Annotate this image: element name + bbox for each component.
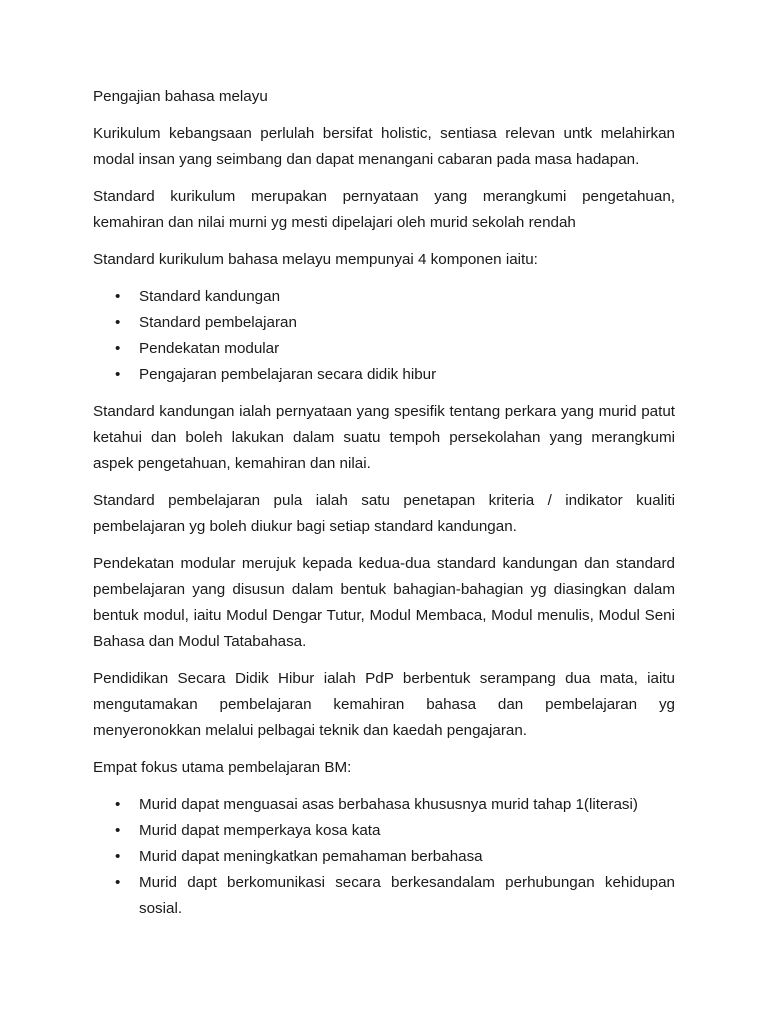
list-item	[93, 818, 675, 844]
document-page	[93, 84, 675, 933]
paragraph-standard-pembelajaran: Standard pembelajaran pula ialah satu penetapan kriteria / indikator kualiti pembelajaran yg boleh diukur bagi setiap standard kandungan.	[93, 492, 675, 535]
paragraph-fokus-intro: Empat fokus utama pembelajaran BM:	[93, 759, 352, 776]
bullet-icon: •	[115, 340, 121, 357]
list-item-text: Murid dapat meningkatkan pemahaman berbahasa	[139, 848, 483, 865]
list-item-text: Standard pembelajaran	[139, 314, 297, 331]
list-item	[93, 310, 675, 336]
bullet-icon: •	[115, 314, 121, 331]
fokus-list	[93, 792, 675, 922]
list-item	[93, 362, 675, 388]
list-item-text: Pengajaran pembelajaran secara didik hibur	[139, 366, 437, 383]
paragraph-komponen-intro: Standard kurikulum bahasa melayu mempunyai 4 komponen iaitu:	[93, 251, 538, 268]
list-item	[93, 336, 675, 362]
paragraph-standard-kurikulum: Standard kurikulum merupakan pernyataan yang merangkumi pengetahuan, kemahiran dan nilai murni yg mesti dipelajari oleh murid sekolah rendah	[93, 188, 675, 231]
paragraph-kurikulum-kebangsaan: Kurikulum kebangsaan perlulah bersifat holistic, sentiasa relevan untk melahirkan modal insan yang seimbang dan dapat menangani cabaran pada masa hadapan.	[93, 125, 675, 168]
document-heading: Pengajian bahasa melayu	[93, 88, 268, 105]
list-item-text: Murid dapat memperkaya kosa kata	[139, 822, 381, 839]
list-item-text: Murid dapat menguasai asas berbahasa khususnya murid tahap 1(literasi)	[139, 796, 638, 813]
komponen-list	[93, 284, 675, 388]
bullet-icon: •	[115, 848, 121, 865]
bullet-icon: •	[115, 874, 121, 891]
list-item-text: Murid dapt berkomunikasi secara berkesandalam perhubungan kehidupan sosial.	[139, 874, 675, 917]
list-item	[93, 792, 675, 818]
paragraph-pendekatan-modular: Pendekatan modular merujuk kepada kedua-dua standard kandungan dan standard pembelajaran yang disusun dalam bentuk bahagian-bahagian yg diasingkan dalam bentuk modul, iaitu Modul Dengar Tutur, Modul Membaca, Modul menulis, Modul Seni Bahasa dan Modul Tatabahasa.	[93, 555, 675, 650]
bullet-icon: •	[115, 822, 121, 839]
bullet-icon: •	[115, 288, 121, 305]
list-item-text: Pendekatan modular	[139, 340, 280, 357]
bullet-icon: •	[115, 366, 121, 383]
bullet-icon: •	[115, 796, 121, 813]
paragraph-didik-hibur: Pendidikan Secara Didik Hibur ialah PdP berbentuk serampang dua mata, iaitu mengutamakan pembelajaran kemahiran bahasa dan pembelajaran yg menyeronokkan melalui pelbagai teknik dan kaedah pengajaran.	[93, 670, 675, 739]
list-item	[93, 284, 675, 310]
list-item	[93, 844, 675, 870]
paragraph-standard-kandungan: Standard kandungan ialah pernyataan yang spesifik tentang perkara yang murid patut ketahui dan boleh lakukan dalam suatu tempoh persekolahan yang merangkumi aspek pengetahuan, kemahiran dan nilai.	[93, 403, 675, 472]
list-item-text: Standard kandungan	[139, 288, 281, 305]
list-item	[93, 870, 675, 922]
